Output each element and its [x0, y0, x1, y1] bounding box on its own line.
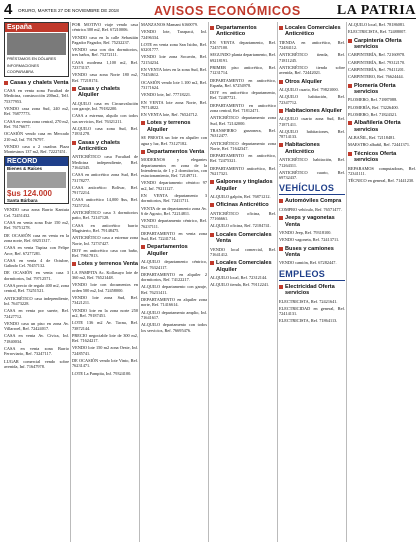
ads-list: [72, 270, 138, 376]
classified-ad: VENDO lote con documentos en orden 500 m2, Inf. 72458000.: [72, 282, 138, 293]
classified-ad: VENDO casa zona Norte 180 m2, Ref. 77218174.: [72, 72, 138, 83]
bullet-square-icon: [141, 245, 145, 249]
bullet-square-icon: [72, 87, 76, 91]
classified-ad: VENDO lote 150 m2 zona Oeste, Inf. 72485741.: [72, 345, 138, 356]
classified-ad: ANTICRÉTICO departamento zona Norte, Ref. 71642347.: [210, 140, 276, 151]
bullet-square-icon: [210, 233, 214, 237]
classified-ad: CARPINTERÍA, Ref. 72160978.: [348, 52, 406, 58]
classified-ad: DOY en anticrético casa con baño, Ref. 79617813.: [72, 247, 138, 259]
category-label: Casas y chalets Alquiler: [78, 85, 120, 99]
classified-ad: CASA anticrético 14,000 $us, Ref. 73257214.: [72, 197, 138, 208]
classified-ad: VENDO lote zona Socavón, Ref. 72154234.: [141, 54, 207, 65]
category-label: Locales Comerciales Alquiler: [216, 260, 272, 273]
bullet-square-icon: [348, 39, 352, 43]
ads-list: [279, 260, 345, 265]
category-label: Buses y camiones Venta: [285, 245, 334, 258]
category-label: Oficinas Anticrético: [216, 202, 269, 209]
category-label: Plomería Oferta servicios: [354, 82, 396, 95]
classified-ad: CASA en anticrético zona Sud, Ref. 73178277.: [72, 172, 138, 183]
ads-list: [348, 52, 416, 79]
classified-ad: VENDO casa zona Barrio Kantuta Cel. 72451432.: [4, 207, 69, 218]
classified-ad: ANTICRÉTICO casa Facultad de Medicina independiente, Ref. 71642345.: [72, 154, 138, 170]
classified-ad: ALQUILO habitación, Ref. 72347712.: [279, 94, 345, 105]
category-label: Otros Alquiler: [285, 78, 323, 85]
espana-ad-box: [4, 22, 69, 77]
column-2: [72, 22, 138, 542]
classified-ad: ELECTRICISTA, Ref. 72421641.: [279, 298, 338, 304]
classified-ad: VENTA de un departamento zona Av. 6 de Agosto, Ref. 72214811.: [141, 205, 207, 216]
classified-ad: LUGAR comercial vendo sobre avenida, Inf. 71647978.: [4, 358, 69, 369]
bullet-square-icon: [279, 109, 283, 113]
classified-ad: ALQUILO cuarto, Ref. 79821000.: [279, 87, 339, 92]
classified-ad: ANTICRÉTICO cuarto, Ref. 69732437.: [279, 169, 345, 181]
classified-ad: CASA en venta zona Facultad de Medicina, construcción 200m2, Telf. 75377953.: [4, 88, 69, 104]
bullet-square-icon: [279, 143, 283, 147]
category-heading: [72, 261, 138, 267]
category-label: Albañilería Oferta servicios: [354, 120, 401, 133]
category-label: Lotes y terrenos Venta: [78, 261, 138, 268]
category-heading: [279, 198, 345, 204]
classified-ad: ANTICRÉTICO casa a estrenar zona Norte, Inf. 72737427.: [72, 235, 138, 246]
classified-ad: CASA anticrético Bolívar, Ref. 79172214.: [72, 184, 138, 196]
bullet-square-icon: [4, 81, 8, 85]
espana-ad-line: PRÉSTAMOS EN DÓLARES: [7, 57, 57, 61]
classified-ad: VENDO casa zona Sud, 240 m2, Ref. 76877773.: [4, 106, 69, 117]
classified-ad: EN VENTA departamento, Ref. 72457100.: [210, 39, 276, 51]
bullet-square-icon: [279, 26, 283, 30]
category-heading: [279, 25, 345, 38]
classified-ad: CASA precio de regalo 400 m2, zona central, Ref. 73251521.: [4, 283, 69, 294]
column-1: [4, 22, 69, 542]
column-4: [210, 22, 276, 542]
classified-ad: LOTE 136 m2 Av. Tacna, Ref. 73872144.: [72, 320, 138, 331]
classified-ad: ANTICRÉTICO departamento zona Sud, Ref. 72142000.: [210, 115, 276, 126]
classified-ad: EN VENTA departamento 3 dormitorios, Ref. 72411711.: [141, 193, 207, 204]
classified-ad: LOTE en venta zona San Isidro, Ref. 63201777.: [141, 41, 207, 53]
classified-ad: ANTICRÉTICO casa independiente, Inf. 76473228.: [4, 295, 69, 306]
classified-ad: VENDO departamento céntrico 97 m2, Inf. 79211127.: [141, 180, 207, 191]
classified-ad: DE OCASIÓN vendo lote Vinto, Ref. 76231471.: [72, 357, 138, 369]
classified-ad: CARPINTERÍA, Ref. 79312170.: [348, 59, 406, 65]
column-6: [348, 22, 416, 542]
bullet-square-icon: [348, 84, 352, 88]
classified-ad: DE OCASIÓN casa en venta en la zona norte, Ref. 69251317.: [4, 232, 69, 243]
classified-ad: PLOMERÍA, Ref. 73226400.: [348, 104, 399, 110]
classified-ad: POR MOTIVO viaje vendo casa céntrica 300 m2, Ref. 67210006.: [72, 22, 138, 33]
classified-ad: OCASIÓN vendo casa en Mercado 210 m2, Inf. 79176797.: [4, 131, 69, 142]
category-label: Galpones y tinglados Alquiler: [216, 179, 273, 192]
classified-ad: CASA en anticrético barrio Magisterio, Ref. 79148475.: [72, 222, 138, 233]
category-heading: [279, 215, 345, 228]
classified-ad: VENDO casa con dos dormitorios, tres baños, Ref. 75272111.: [72, 47, 138, 58]
column-divider: [277, 22, 278, 542]
classified-ad: VENDO vagoneta, Ref. 72413711.: [279, 237, 340, 243]
classified-ad: MAESTRO albañil, Ref. 72441371.: [348, 142, 411, 148]
bullet-square-icon: [72, 141, 76, 145]
classified-ad: COMPRO vehículo, Ref. 76571477.: [279, 206, 342, 212]
category-label: Locales Comerciales Anticrético: [285, 25, 341, 38]
classified-ad: OCASIÓN vendo lote 1.100 m2, Ref. 73171624.: [141, 79, 207, 90]
classified-ad: VENDO Jeep, Ref. 79318100.: [279, 230, 332, 235]
espana-ad-line: INFORMACIONES: [7, 63, 40, 68]
category-heading: [72, 140, 138, 153]
classified-ad: CASA moderna 1,100 m2, Ref. 72373137.: [72, 59, 138, 71]
category-heading: [348, 120, 416, 133]
classified-ad: ANTICRÉTICO tienda sobre avenida, Ref. 72442021.: [279, 65, 345, 76]
classified-ad: DOY en anticrético departamento, Ref. 72487721.: [210, 90, 276, 101]
category-label: Casas y chalets Anticrético: [78, 139, 120, 152]
classified-ad: VENDO lote, Tarapacá, Inf. 72496334.: [141, 29, 207, 40]
category-heading: [4, 80, 69, 86]
classified-ad: VENDO casa un piso en zona Av. Villarroel, Ref. 72424017.: [4, 320, 69, 332]
column-divider: [139, 22, 140, 542]
ads-list: [4, 207, 69, 369]
bullet-square-icon: [279, 80, 283, 84]
ads-list: [210, 40, 276, 177]
ads-list: [141, 135, 207, 146]
bullet-square-icon: [141, 150, 145, 154]
ads-list: [279, 116, 345, 139]
classified-ad: ANTICRÉTICO tienda, Ref. 71811245.: [279, 52, 345, 63]
classified-ad: REPARAMOS computadoras, Ref. 72341111.: [348, 165, 416, 176]
category-heading: [348, 151, 416, 164]
classified-ad: ALBAÑIL, Ref. 72118481.: [348, 135, 396, 141]
category-heading: [210, 25, 276, 38]
classified-ad: DEPARTAMENTO anticrético, Ref. 76217321.: [210, 165, 276, 177]
column-divider: [70, 22, 71, 542]
classified-ad: ALQUILO cuarto zona Sud, Ref. 71871411.: [279, 116, 345, 127]
ads-list: [210, 194, 276, 199]
ads-list: [141, 157, 207, 241]
category-heading: [279, 246, 345, 259]
classified-ad: DEPARTAMENTO en alquiler 2 dormitorios, Ref. 74122217.: [141, 271, 207, 283]
classified-ad: ALQUILO habitaciones, Ref. 78714133.: [279, 128, 345, 140]
category-heading: [141, 149, 207, 155]
category-label: Departamentos Anticrético: [216, 25, 257, 38]
classified-ad: LA PAMPITA Ac. Kollasuyo lote de 360 m2, Ref. 76521448.: [72, 269, 138, 281]
classified-ad: ANTICRÉTICO oficina, Ref. 77166661.: [210, 210, 276, 222]
category-heading: [210, 260, 276, 273]
bullet-square-icon: [348, 152, 352, 156]
classified-ad: ANTICRÉTICO habitación, Ref. 71264311.: [279, 157, 345, 168]
ads-list: [279, 299, 345, 324]
category-label: Técnicos Oferta servicios: [354, 150, 397, 164]
classified-ad: ELECTRICISTA, Ref. 72488007.: [348, 29, 407, 35]
classified-ad: PRECIO negociable lote de 300 m2, Ref. 71624217.: [72, 332, 138, 344]
category-heading: [279, 142, 345, 155]
category-label: Casas y chalets Venta: [10, 79, 69, 86]
ads-list: [348, 166, 416, 184]
column-5: [279, 22, 345, 542]
bullet-square-icon: [210, 203, 214, 207]
section-heading-vehicles: VEHÍCULOS: [279, 183, 345, 195]
classified-ad: VENDO camión, Ref. 67282447.: [279, 260, 337, 266]
ads-list: [279, 157, 345, 180]
category-label: Jeeps y vagonetas Venta: [285, 215, 335, 228]
category-label: Habitaciones Anticrético: [285, 142, 320, 155]
ads-list: [72, 22, 138, 83]
ads-list: [348, 22, 416, 35]
espana-ad-line: COOPARABRA: [7, 70, 34, 75]
bullet-square-icon: [141, 121, 145, 125]
ads-list: [72, 154, 138, 258]
classifieds-columns: [4, 22, 416, 542]
section-heading-jobs: EMPLEOS: [279, 269, 345, 281]
ads-list: [4, 88, 69, 154]
classified-ad: DE OCASIÓN en venta casa 3 dormitorios, Inf. 79712571.: [4, 270, 69, 281]
classified-ad: TIENDA en anticrético, Ref. 72484112.: [279, 39, 345, 51]
classified-ad: ALQUILO departamento céntrico, Ref. 76324117.: [141, 259, 207, 270]
classified-ad: CASA en venta Tupiza con Felipe Arce, Ref. 67277281.: [4, 245, 69, 256]
classified-ad: ALQUILO local, Ref. 78186081.: [348, 22, 406, 27]
category-heading: [141, 244, 207, 257]
category-heading: [72, 86, 138, 99]
bullet-square-icon: [210, 180, 214, 184]
ads-list: [210, 211, 276, 229]
classified-ad: ALQUILO oficina, Ref. 72184741.: [210, 223, 271, 229]
ads-list: [348, 135, 416, 148]
ads-list: [279, 207, 345, 212]
classified-ad: PRIMER piso anticrético, Ref. 71231714.: [210, 65, 276, 76]
category-heading: [348, 38, 416, 51]
record-ad-box: [4, 156, 69, 204]
category-label: Habitaciones Alquiler: [285, 107, 342, 114]
bullet-square-icon: [72, 262, 76, 266]
ads-list: [141, 22, 207, 117]
category-heading: [279, 284, 345, 297]
classified-ad: CARPINTERO, Ref. 76624444.: [348, 74, 404, 80]
classified-ad: ALQUILO local, Ref. 72312144.: [210, 274, 268, 280]
category-label: Automóviles Compra: [285, 198, 342, 205]
category-heading: [210, 202, 276, 208]
classified-ad: PLOMERO, Ref. 71824321.: [348, 112, 398, 117]
classified-ad: VENDO local comercial, Ref. 71641412.: [210, 246, 276, 257]
column-divider: [208, 22, 209, 542]
classified-ad: DEPARTAMENTO en anticrético, España, Ref. 67254978.: [210, 77, 276, 88]
classified-ad: ALQUILO departamento con garaje, Ref. 76231411.: [141, 284, 207, 295]
classified-ad: VENDO lote en la zona norte 250 m2, Ref. 79187451.: [72, 307, 138, 318]
classified-ad: ALQUILO tienda, Ref. 79112241.: [210, 282, 270, 288]
record-ad-line: Bienes & Raíces: [7, 166, 43, 172]
category-label: Electricidad Oferta servicios: [285, 283, 335, 297]
classified-ad: CASA en venta 4 de Octubre, Galindo Cel. 70457132.: [4, 257, 69, 269]
classified-ad: EN VENTA lote, Ref. 76524712.: [141, 112, 198, 118]
issue-date: ORURO, MARTES 27 DE NOVIEMBRE DE 2018: [18, 8, 119, 13]
ad-photo: [7, 172, 66, 188]
record-ad-price: $us 124.000: [7, 189, 52, 199]
newspaper-name: LA PATRIA: [336, 3, 416, 18]
classified-ad: CASA en venta zona Barrio Ferroviario, Ref. 73247117.: [4, 345, 69, 357]
ads-list: [210, 275, 276, 288]
espana-ad-title: España: [5, 23, 68, 32]
bullet-square-icon: [279, 285, 283, 289]
classified-ad: EN VENTA lotes en la zona Sud, Ref. 73454612.: [141, 67, 207, 78]
classified-ad: ALQUILO galpón, Ref. 76871212.: [210, 194, 271, 200]
classified-ad: CASA en venta zona central, 270 m2, Ref. 76176677.: [4, 118, 69, 129]
bullet-square-icon: [279, 216, 283, 220]
classified-ad: ALQUILO departamento con todos los servicios, Ref. 76695476.: [141, 322, 207, 333]
bullet-square-icon: [279, 247, 283, 251]
classified-ad: TRANSFIERO garzonera, Ref. 76312477.: [210, 127, 276, 139]
ads-list: [279, 230, 345, 243]
classified-ad: SE PRESTA un lote en alquiler con agua y luz, Ref. 73127182.: [141, 135, 207, 146]
classified-ad: CARPINTERÍA, Ref. 79411201.: [348, 67, 406, 72]
classified-ad: VENDO casa en la calle Sebastián Pagador Pagador, Ref. 75232237.: [72, 34, 138, 45]
classified-ad: ALQUILO casa zona Sud, Ref. 71831278.: [72, 125, 138, 137]
classified-ad: EN VENTA lote zona Norte, Ref. 79714822.: [141, 99, 207, 110]
ads-list: [72, 101, 138, 137]
record-ad-line: Santa Bárbara: [7, 198, 38, 204]
classified-ad: DEPARTAMENTO en alquiler zona norte, Ref. 71416614.: [141, 297, 207, 308]
ads-list: [279, 87, 345, 105]
classified-ad: CASA en venta zona Este 150 m2, Ref. 76751278.: [4, 220, 69, 231]
classified-ad: ALQUILO casa en Circunvalación con garaje, Inf. 79182200.: [72, 100, 138, 112]
category-heading: [210, 232, 276, 245]
category-heading: [141, 120, 207, 133]
column-divider: [346, 22, 347, 542]
category-heading: [279, 108, 345, 114]
classified-ad: VENDO lote, Inf. 77718221.: [141, 92, 192, 98]
classified-ad: MODERNOS y elegantes departamentos en zona de la Intendencia, de 1 y 2 dormitorios, con estacionamiento, Ref. 72149711.: [141, 157, 207, 179]
category-heading: [210, 179, 276, 192]
classified-ad: SEGUNDO planta departamento, Ref. 69218191.: [210, 52, 276, 63]
ads-list: [279, 40, 345, 76]
classified-ad: ANTICRÉTICO casa 3 dormitorios patio, Ref. 72147128.: [72, 210, 138, 221]
category-label: Lotes y terrenos Alquiler: [147, 120, 191, 133]
section-title: AVISOS ECONÓMICOS: [154, 4, 301, 18]
page-number: 4: [4, 1, 13, 18]
classified-ad: VENDO lote zona Sud, Ref. 73421211.: [72, 295, 138, 306]
classified-ad: VENDO casa a 2 cuadras Plaza Montesinos 137 m2, Ref. 72227451.: [4, 143, 69, 155]
classified-ad: DEPARTAMENTO en venta zona Sud, Ref. 72241714.: [141, 230, 207, 242]
classified-ad: VENDO departamento céntrico, Ref. 76237111.: [141, 218, 207, 229]
column-3: [141, 22, 207, 542]
classified-ad: MANZANOS Mamani 6160079.: [141, 22, 198, 27]
ads-list: [348, 97, 416, 117]
category-heading: [348, 83, 416, 96]
bullet-square-icon: [210, 26, 214, 30]
category-label: Departamentos Alquiler: [147, 244, 188, 257]
classified-ad: ALQUILO departamento amplio, Inf. 71641617.: [141, 309, 207, 320]
category-label: Carpintería Oferta servicios: [354, 37, 402, 50]
classified-ad: ELECTRICIDAD en general, Ref. 72414131.: [279, 305, 345, 317]
classified-ad: CASA en venta Av. Cívica, Inf. 71840034.: [4, 333, 69, 344]
page-header: [4, 3, 416, 19]
classified-ad: DEPARTAMENTO en anticrético, Ref. 72475321.: [210, 153, 276, 164]
classified-ad: LOTE La Pampita, Inf. 79324100.: [72, 370, 132, 376]
classified-ad: TÉCNICO en general, Ref. 71441230.: [348, 178, 415, 184]
bullet-square-icon: [348, 121, 352, 125]
classified-ad: CASA a estrenar, alquilo con todos sus servicios, Ref. 76321211.: [72, 113, 138, 124]
bullet-square-icon: [279, 199, 283, 203]
category-label: Locales Comerciales Venta: [216, 231, 272, 245]
ads-list: [141, 259, 207, 333]
category-label: Departamentos Venta: [147, 148, 205, 155]
ads-list: [210, 247, 276, 258]
record-ad-title: RECORD: [5, 157, 68, 166]
category-heading: [279, 79, 345, 85]
classified-ad: ELECTRICISTA, Ref. 71864113.: [279, 318, 338, 324]
ad-photo: [7, 33, 66, 55]
bullet-square-icon: [210, 261, 214, 265]
classified-ad: CASA en venta por suerte, Ref. 72427712.: [4, 308, 69, 319]
classified-ad: DEPARTAMENTO en anticrético zona central, Ref. 71812471.: [210, 102, 276, 114]
classified-ad: PLOMERO, Ref. 71887088.: [348, 97, 398, 103]
